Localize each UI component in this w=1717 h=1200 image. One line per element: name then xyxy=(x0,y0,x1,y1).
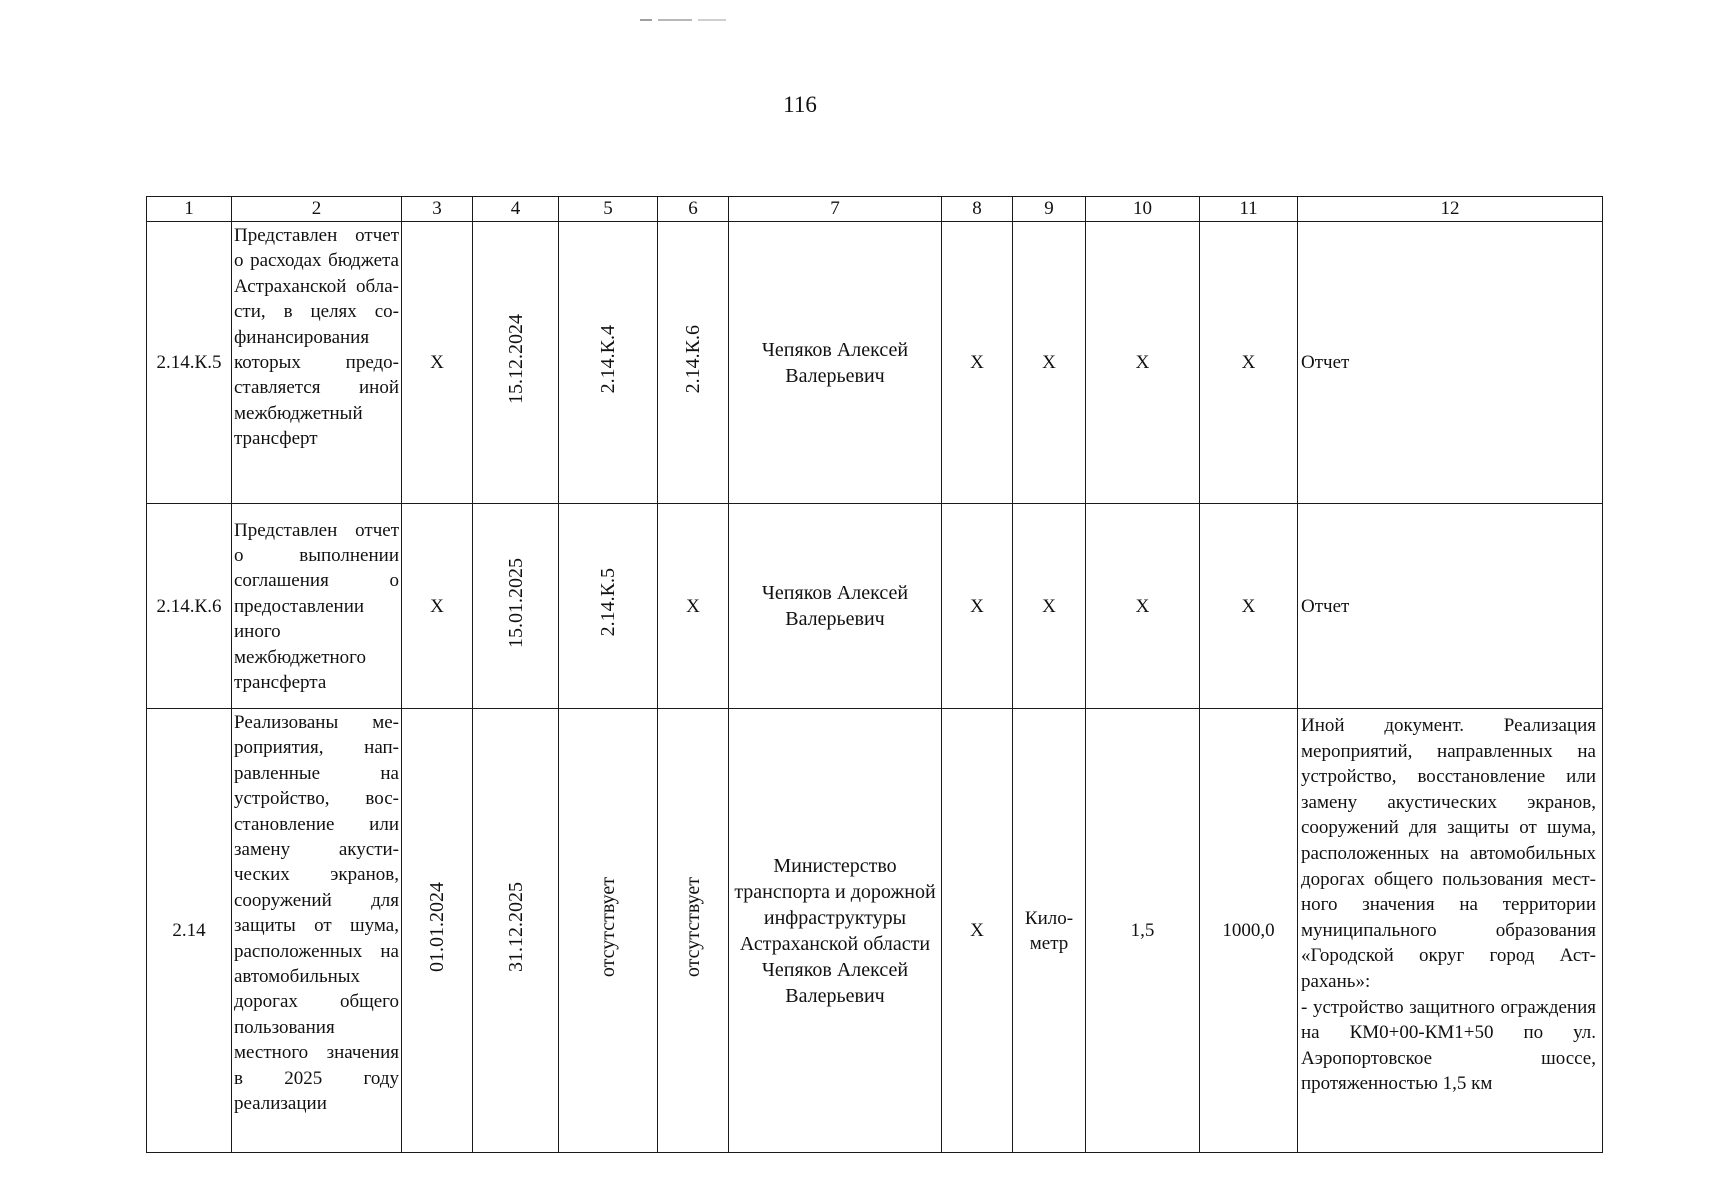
successor: отсутствует xyxy=(682,876,704,978)
end-date-cell xyxy=(473,222,559,504)
table-header-row xyxy=(147,197,1603,222)
end-date: 15.12.2024 xyxy=(504,314,527,404)
column-number: 1 xyxy=(147,197,232,222)
item-description: Реализованы мероприятия, направленные на устройство, восстановление или замену акустических экранов, сооружений для защиты от шума, расположенных на автомобильных дорогах общего пользования местного значения в 2025 году реализации xyxy=(232,709,402,1153)
predecessor: 2.14.К.5 xyxy=(597,568,619,637)
end-date: 15.01.2025 xyxy=(504,557,527,648)
cell-mark: X xyxy=(402,504,473,709)
predecessor: 2.14.К.4 xyxy=(597,324,619,394)
document-table xyxy=(146,196,1603,1153)
cell-mark: X xyxy=(402,222,473,504)
document-description-cell xyxy=(1298,709,1603,1153)
column-number: 4 xyxy=(473,197,559,222)
page-number: 116 xyxy=(783,92,817,117)
item-code: 2.14.К.6 xyxy=(147,504,232,709)
column-number: 12 xyxy=(1298,197,1603,222)
cell-mark: X xyxy=(942,504,1013,709)
column-number: 2 xyxy=(232,197,402,222)
item-code: 2.14.К.5 xyxy=(147,222,232,504)
scan-artifact xyxy=(640,19,726,21)
document-list-item: - устройство защитного ограждения на КМ0+00-КМ1+50 по ул. Аэропортовское шоссе, протяженностью 1,5 км xyxy=(1301,996,1596,1095)
predecessor: отсутствует xyxy=(597,876,619,978)
column-number: 11 xyxy=(1200,197,1298,222)
end-date-cell xyxy=(473,504,559,709)
responsible-cell xyxy=(729,709,942,1153)
item-description: Представлен отчет о выполнении соглашения о предоставлении иного межбюджетного трансферта xyxy=(232,504,402,709)
column-number: 9 xyxy=(1013,197,1086,222)
planned-value: 1,5 xyxy=(1086,709,1200,1153)
column-number: 10 xyxy=(1086,197,1200,222)
column-number: 6 xyxy=(658,197,729,222)
table-row xyxy=(147,709,1603,1153)
cell-mark: X xyxy=(658,504,729,709)
document-type: Отчет xyxy=(1298,222,1603,504)
table-row xyxy=(147,504,1603,709)
document-type: Отчет xyxy=(1298,504,1603,709)
end-date: 31.12.2025 xyxy=(504,882,527,972)
responsible-organization: Министерство транспорта и дорожной инфраструктуры Астраханской области xyxy=(734,854,936,955)
cell-mark: X xyxy=(1013,222,1086,504)
column-number: 7 xyxy=(729,197,942,222)
measurement-unit: Километр xyxy=(1024,907,1074,954)
successor-cell xyxy=(658,222,729,504)
predecessor-cell xyxy=(559,222,658,504)
budget-amount: 1000,0 xyxy=(1200,709,1298,1153)
predecessor-cell xyxy=(559,504,658,709)
item-description: Представлен отчет о расходах бюджета Астраханской области, в целях софинансирования которых предоставляется иной межбюджетный трансферт xyxy=(232,222,402,504)
column-number: 8 xyxy=(942,197,1013,222)
document-description: Иной документ. Реализация мероприятий, направленных на устройство, восстановление или замену акустических экранов, сооружений для защиты от шума, расположенных на автомобильных дорогах общего пользования местного значения на территории муниципального образования «Городской округ город Астрахань»: xyxy=(1301,715,1596,992)
responsible-person: Чепяков Алексей Валерьевич xyxy=(729,504,942,709)
cell-mark: X xyxy=(1200,222,1298,504)
responsible-person: Чепяков Алексей Валерьевич xyxy=(761,958,909,1007)
successor-cell xyxy=(658,709,729,1153)
responsible-person: Чепяков Алексей Валерьевич xyxy=(729,222,942,504)
cell-mark: X xyxy=(1013,504,1086,709)
column-number: 3 xyxy=(402,197,473,222)
cell-mark: X xyxy=(942,222,1013,504)
unit-cell xyxy=(1013,709,1086,1153)
start-date-cell xyxy=(402,709,473,1153)
end-date-cell xyxy=(473,709,559,1153)
table-row xyxy=(147,222,1603,504)
predecessor-cell xyxy=(559,709,658,1153)
successor: 2.14.К.6 xyxy=(682,324,704,394)
item-code: 2.14 xyxy=(147,709,232,1153)
cell-mark: X xyxy=(1086,222,1200,504)
cell-mark: X xyxy=(1086,504,1200,709)
column-number: 5 xyxy=(559,197,658,222)
cell-mark: X xyxy=(942,709,1013,1153)
cell-mark: X xyxy=(1200,504,1298,709)
start-date: 01.01.2024 xyxy=(426,882,448,972)
